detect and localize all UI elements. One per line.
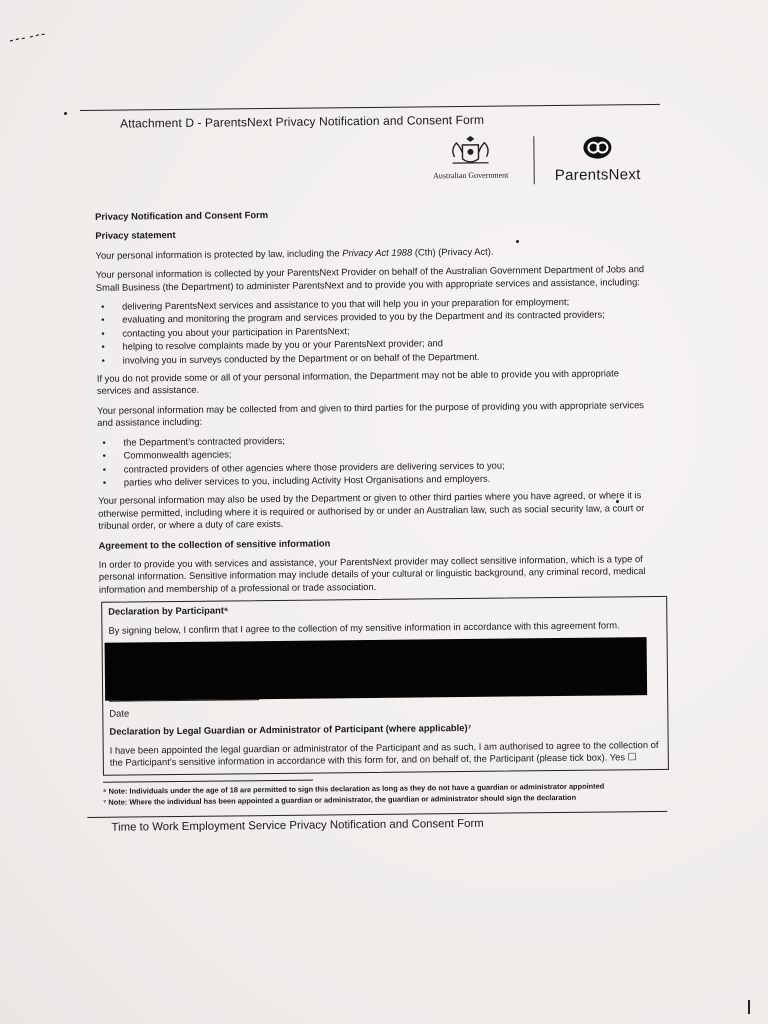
act-name: Privacy Act 1988: [342, 246, 413, 259]
australian-government-logo: [420, 134, 520, 180]
logo-row: [80, 131, 661, 195]
paragraph-text: Your personal information is protected by law, including the: [95, 247, 343, 261]
guardian-text: I have been appointed the legal guardian or administrator of the Participant and as such, I am authorised to agree to the collection of the Participant’s sensitive information in accordance with this form for, and on behalf of, the Participant (please tick box). Yes: [109, 738, 659, 768]
header-rule: [80, 104, 660, 111]
form-document: [80, 104, 668, 834]
paragraph-text: (Cth) (Privacy Act).: [412, 245, 494, 258]
list-item: • Commonwealth agencies;: [124, 444, 654, 462]
section-heading: Privacy statement: [95, 229, 176, 242]
declaration-title: Declaration by Participant⁶: [108, 604, 229, 617]
footnote-rule: [103, 779, 313, 782]
list-item: • contracted providers of other agencies where those providers are delivering services to you;: [124, 458, 654, 476]
coat-of-arms-icon: [448, 135, 492, 169]
redacted-signature-area: [105, 637, 648, 701]
section-heading: Privacy Notification and Consent Form: [95, 209, 269, 222]
pen-mark: [8, 32, 48, 44]
parentsnext-logo: [542, 135, 652, 184]
guardian-declaration-text: [110, 739, 662, 771]
paragraph: [95, 244, 651, 262]
section-heading: Agreement to the collection of sensitive information: [98, 536, 331, 551]
bullet-list: [97, 431, 654, 489]
footer-text: Time to Work Employment Service Privacy Notification and Consent Form: [111, 818, 484, 835]
list-item: • parties who deliver services to you, including Activity Host Organisations and employers.: [124, 471, 654, 489]
paragraph: Your personal information may be collected from and given to third parties for the purpose of providing you with appropriate services and assistance including:: [97, 398, 645, 429]
gov-logo-text: Australian Government: [433, 170, 509, 181]
list-item: • helping to resolve complaints made by you or your ParentsNext provider; and: [122, 335, 652, 353]
speck: [748, 1000, 750, 1014]
list-item: • the Department’s contracted providers;: [123, 431, 653, 449]
bullet-list: [96, 295, 653, 367]
footnote-6: ⁶ Note: Individuals under the age of 18 are permitted to sign this declaration as long as they do not have a guardian or administrator appointed: [103, 781, 605, 796]
footnote-7: ⁷ Note: Where the individual has been appointed a guardian or administrator, the guardian or administrator should sign the declaration: [103, 792, 577, 807]
date-label: Date: [109, 707, 130, 719]
list-item: • involving you in surveys conducted by the Department or on behalf of the Department.: [123, 349, 653, 367]
logo-divider: [533, 136, 535, 184]
declaration-text: By signing below, I confirm that I agree to the collection of my sensitive information in accordance with this agreement form.: [108, 618, 620, 636]
pn-logo-text: ParentsNext: [554, 166, 641, 185]
signature-line: [109, 699, 259, 702]
footnotes: [101, 776, 657, 808]
paragraph: Your personal information may also be used by the Department or given to other third parties where you have agreed, or where it is otherwise permitted, including where it is required or authorised by or under an Australian law, such as social security law, a court or tribunal order, or where a duty of care exists.: [98, 489, 645, 531]
list-item: • evaluating and monitoring the program and services provided to you by the Department and its contracted providers;: [122, 308, 652, 326]
form-title: Attachment D - ParentsNext Privacy Notification and Consent Form: [120, 112, 485, 131]
yes-checkbox[interactable]: ☐: [627, 752, 637, 764]
paragraph: If you do not provide some or all of your personal information, the Department may not be able to provide you with appropriate services and assistance.: [96, 367, 620, 397]
guardian-declaration-title: Declaration by Legal Guardian or Administrator of Participant (where applicable)⁷: [109, 722, 472, 738]
declaration-box: [101, 596, 669, 775]
paragraph: In order to provide you with services and assistance, your ParentsNext provider may collect sensitive information, which is a type of personal information. Sensitive information may include details of your cultural or linguistic background, any criminal record, medical information and membership of a professional or trade association.: [98, 553, 646, 595]
list-item: • delivering ParentsNext services and assistance to you that will help you in your preparation for employment;: [122, 295, 652, 313]
speck: [64, 112, 67, 115]
list-item: • contacting you about your participation in ParentsNext;: [122, 322, 652, 340]
parentsnext-mark-icon: [581, 135, 613, 159]
paragraph: Your personal information is collected by your ParentsNext Provider on behalf of the Australian Government Department of Jobs and Small Business (the Department) to administer ParentsNext and to provide you with appropriate services and assistance, including:: [95, 263, 645, 293]
form-body: [81, 205, 667, 807]
